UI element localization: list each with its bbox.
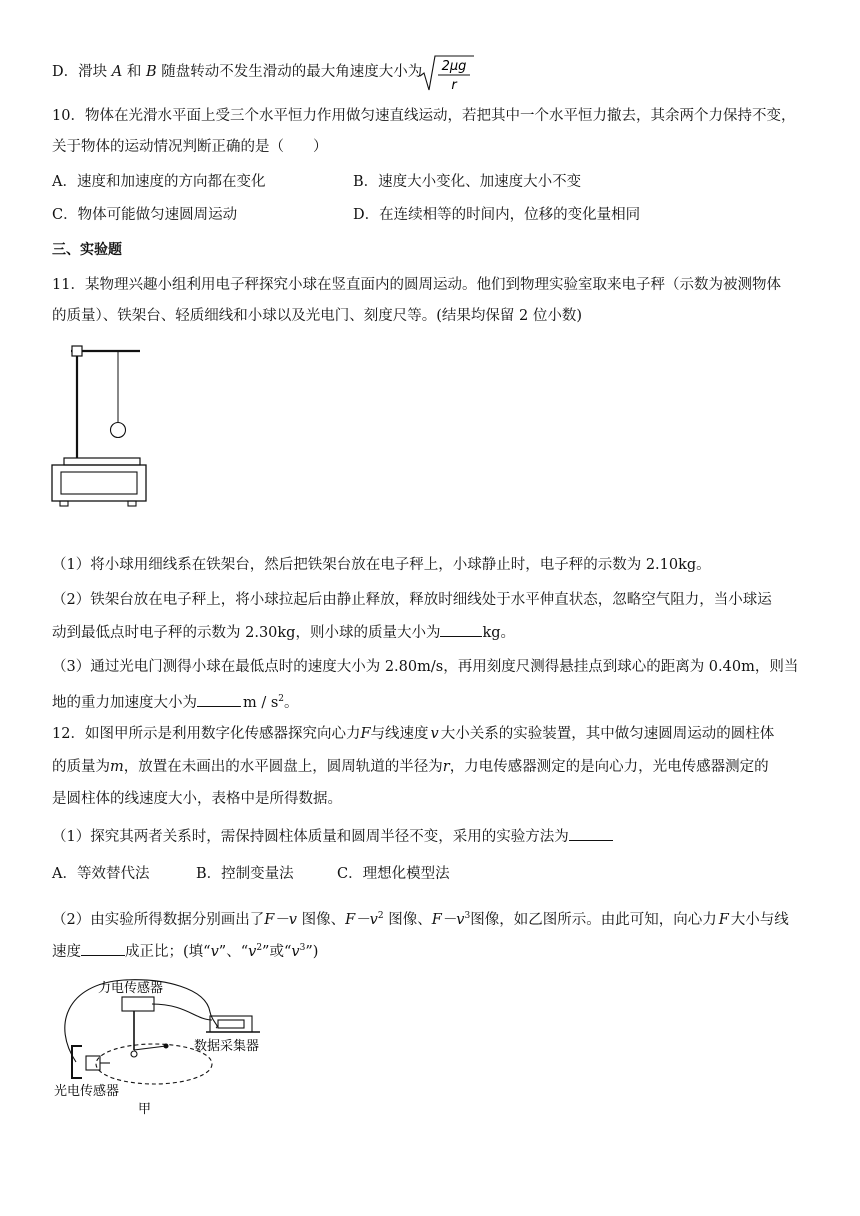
q10-option-c: C．物体可能做匀速圆周运动	[52, 207, 238, 223]
answer-blank-method[interactable]	[569, 826, 613, 841]
q10-option-d: D．在连续相等的时间内，位移的变化量相同	[353, 207, 641, 223]
q10-stem-line2: 关于物体的运动情况判断正确的是（ ）	[52, 139, 328, 155]
answer-blank-relation[interactable]	[81, 941, 125, 956]
cylinder-mark	[131, 1051, 137, 1057]
var-a: A	[111, 64, 123, 80]
q12-stem-line1: 12．如图甲所示是利用数字化传感器探究向心力F与线速度 v 大小关系的实验装置，其中做匀速圆周运动的圆柱体	[52, 726, 775, 742]
scale-body	[52, 465, 146, 501]
scale-foot-right	[128, 501, 136, 506]
force-sensor-box	[122, 997, 154, 1011]
sqrt-formula	[418, 52, 478, 94]
answer-blank-mass[interactable]	[440, 622, 482, 637]
label-force-sensor: 力电传感器	[98, 981, 164, 996]
sensor-cable	[152, 1004, 212, 1020]
sqrt-denominator: r	[451, 78, 457, 93]
label-photo-sensor: 光电传感器	[54, 1084, 120, 1099]
stand-base	[64, 458, 140, 465]
q11-part2-line2: 动到最低点时电子秤的示数为 2.30kg，则小球的质量大小为 kg。	[52, 622, 515, 643]
q12-part1: （1）探究其两者关系时，需保持圆柱体质量和圆周半径不变，采用的实验方法为	[52, 826, 613, 847]
q12-option-a: A．等效替代法	[52, 866, 150, 882]
center-dot	[164, 1044, 168, 1048]
q12-part2-line1: （2）由实验所得数据分别画出了F－v 图像、$F-v^2$ 图像、$F-v^3$图像，如乙图所示。由此可知，向心力 F 大小与线	[52, 911, 789, 928]
clamp	[72, 346, 82, 356]
figure-caption: 甲	[138, 1102, 152, 1117]
q9-option-d: D．滑块 A 和 B 随盘转动不发生滑动的最大角速度大小为	[52, 64, 423, 80]
q12-option-b: B．控制变量法	[196, 866, 294, 882]
q10-option-b: B．速度大小变化、加速度大小不变	[353, 174, 582, 190]
q11-part2-line1: （2）铁架台放在电子秤上，将小球拉起后由静止释放，释放时细线处于水平伸直状态，忽略空气阻力，当小球运	[52, 592, 772, 608]
sqrt-numerator: 2μg	[441, 59, 467, 74]
var-b: B	[145, 64, 157, 80]
q11-part3-line1: （3）通过光电门测得小球在最低点时的速度大小为 2.80m/s，再用刻度尺测得悬挂点到球心的距离为 0.40m，则当	[52, 659, 799, 675]
scale-foot-left	[60, 501, 68, 506]
section-heading: 三、实验题	[52, 242, 122, 258]
q12-part2-line2: 速度 成正比；(填“v”、“$v^2$”或“$v^3$”)	[52, 938, 318, 962]
q12-figure	[46, 970, 286, 1120]
q11-stem-line1: 11．某物理兴趣小组利用电子秤探究小球在竖直面内的圆周运动。他们到物理实验室取来电子秤（示数为被测物体	[52, 277, 781, 293]
q11-part3-line2: 地的重力加速度大小为 m / $s^2$。	[52, 689, 299, 713]
label-data-collector: 数据采集器	[194, 1039, 260, 1054]
q11-part1: （1）将小球用细线系在铁架台，然后把铁架台放在电子秤上，小球静止时，电子秤的示数为 2.10kg。	[52, 557, 711, 573]
photo-sensor-bracket	[72, 1046, 82, 1078]
q12-stem-line2: 的质量为m，放置在未画出的水平圆盘上，圆周轨道的半径为r，力电传感器测定的是向心力，光电传感器测定的	[52, 759, 769, 775]
q10-option-a: A．速度和加速度的方向都在变化	[52, 174, 266, 190]
ball	[111, 423, 126, 438]
scale-display	[61, 472, 137, 494]
q10-stem-line1: 10．物体在光滑水平面上受三个水平恒力作用做匀速直线运动，若把其中一个水平恒力撤去，其余两个力保持不变，	[52, 108, 796, 124]
q11-figure	[44, 340, 154, 510]
radius-line	[134, 1046, 166, 1050]
q12-option-c: C．理想化模型法	[337, 866, 450, 882]
q12-stem-line3: 是圆柱体的线速度大小，表格中是所得数据。	[52, 791, 342, 807]
answer-blank-gravity[interactable]	[197, 692, 241, 707]
data-collector-screen	[218, 1020, 244, 1028]
q11-stem-line2: 的质量）、铁架台、轻质细线和小球以及光电门、刻度尺等。(结果均保留 2 位小数)	[52, 308, 583, 324]
